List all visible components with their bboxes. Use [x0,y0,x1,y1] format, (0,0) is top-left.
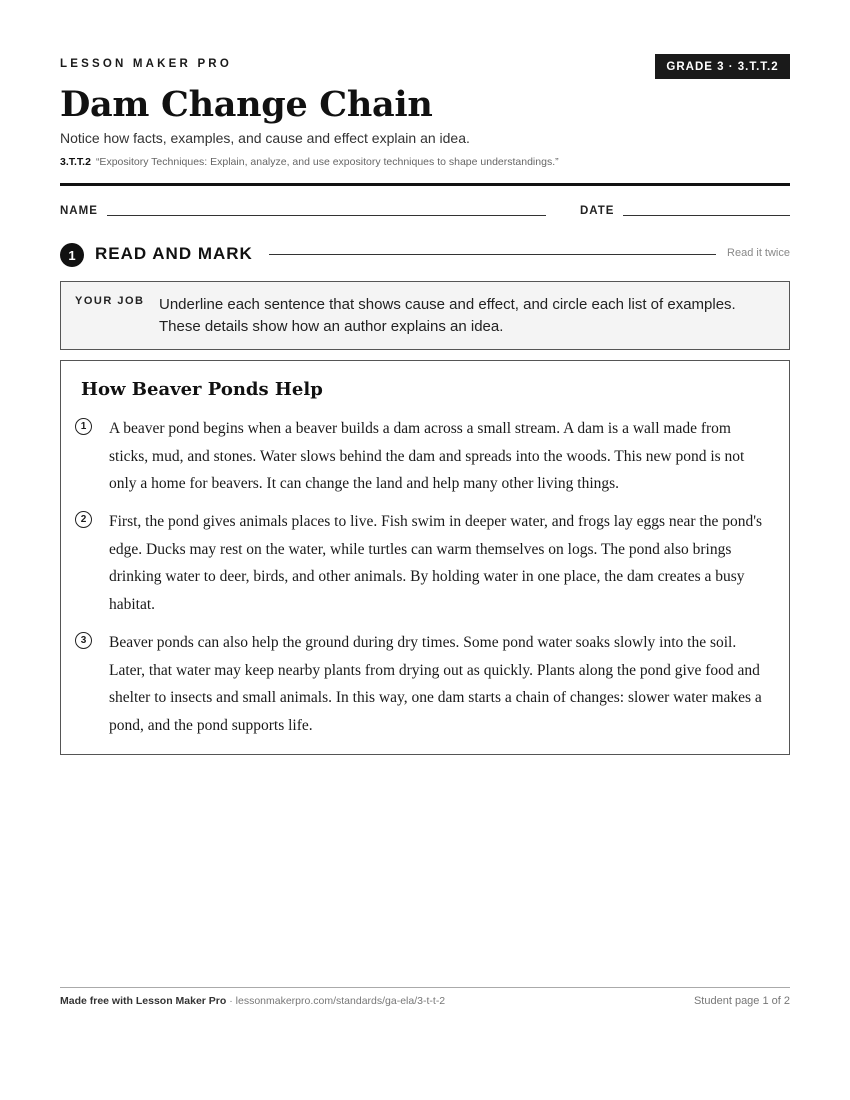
section-number-badge: 1 [60,243,84,267]
section-title: READ AND MARK [95,244,253,263]
paragraph-text: A beaver pond begins when a beaver builds a dam across a small stream. A dam is a wall made from sticks, mud, and stones. Water slows behind the dam and spreads into the woods. This new pond is not only a home for beavers. It can change the land and help many other living things. [109,420,745,492]
passage-title: How Beaver Ponds Help [81,379,323,400]
passage-paragraph [80,629,774,739]
paragraph-number-icon: 3 [75,632,92,649]
paragraph-text: Beaver ponds can also help the ground during dry times. Some pond water soaks slowly into the soil. Later, that water may keep nearby plants from drying out as quickly. Plants along the pond give food and shelter to insects and small animals. In this way, one dam starts a chain of changes: slower water makes a pond, and the pond supports life. [109,634,762,734]
paragraph-text: First, the pond gives animals places to live. Fish swim in deeper water, and frogs lay eggs near the pond's edge. Ducks may rest on the water, while turtles can warm themselves on logs. The pond also brings drinking water to deer, birds, and other animals. By holding water in one place, the dam creates a busy habitat. [109,513,763,613]
footer-divider [60,987,790,988]
footer-url: · lessonmakerpro.com/standards/ga-ela/3-t-t-2 [226,995,446,1007]
reading-passage [60,360,790,755]
grade-badge: GRADE 3 · 3.T.T.2 [655,54,790,79]
page-subtitle: Notice how facts, examples, and cause and effect explain an idea. [60,130,470,146]
date-field[interactable] [623,215,790,216]
header-divider [60,183,790,186]
passage-paragraph [80,415,774,498]
footer-credit [60,995,445,1007]
footer-made-with: Made free with Lesson Maker Pro [60,995,227,1007]
standard-code: 3.T.T.2 [60,156,91,168]
brand-name: LESSON MAKER PRO [60,58,232,70]
your-job-instructions: Underline each sentence that shows cause and effect, and circle each list of examples. These details show how an author explains an idea. [159,296,736,335]
passage-paragraph [80,508,774,618]
your-job-box [60,281,790,350]
name-field[interactable] [107,215,546,216]
paragraph-number-icon: 1 [75,418,92,435]
paragraph-number-icon: 2 [75,511,92,528]
page-title: Dam Change Chain [60,84,433,125]
footer-page-number: Student page 1 of 2 [693,995,790,1007]
standard-description [60,156,559,168]
section-divider [269,254,716,255]
name-label: NAME [60,205,98,217]
your-job-label: YOUR JOB [75,295,145,307]
date-label: DATE [580,205,615,217]
section-note: Read it twice [727,247,790,259]
standard-text: “Expository Techniques: Explain, analyze, and use expository techniques to shape understandings.” [95,156,559,168]
